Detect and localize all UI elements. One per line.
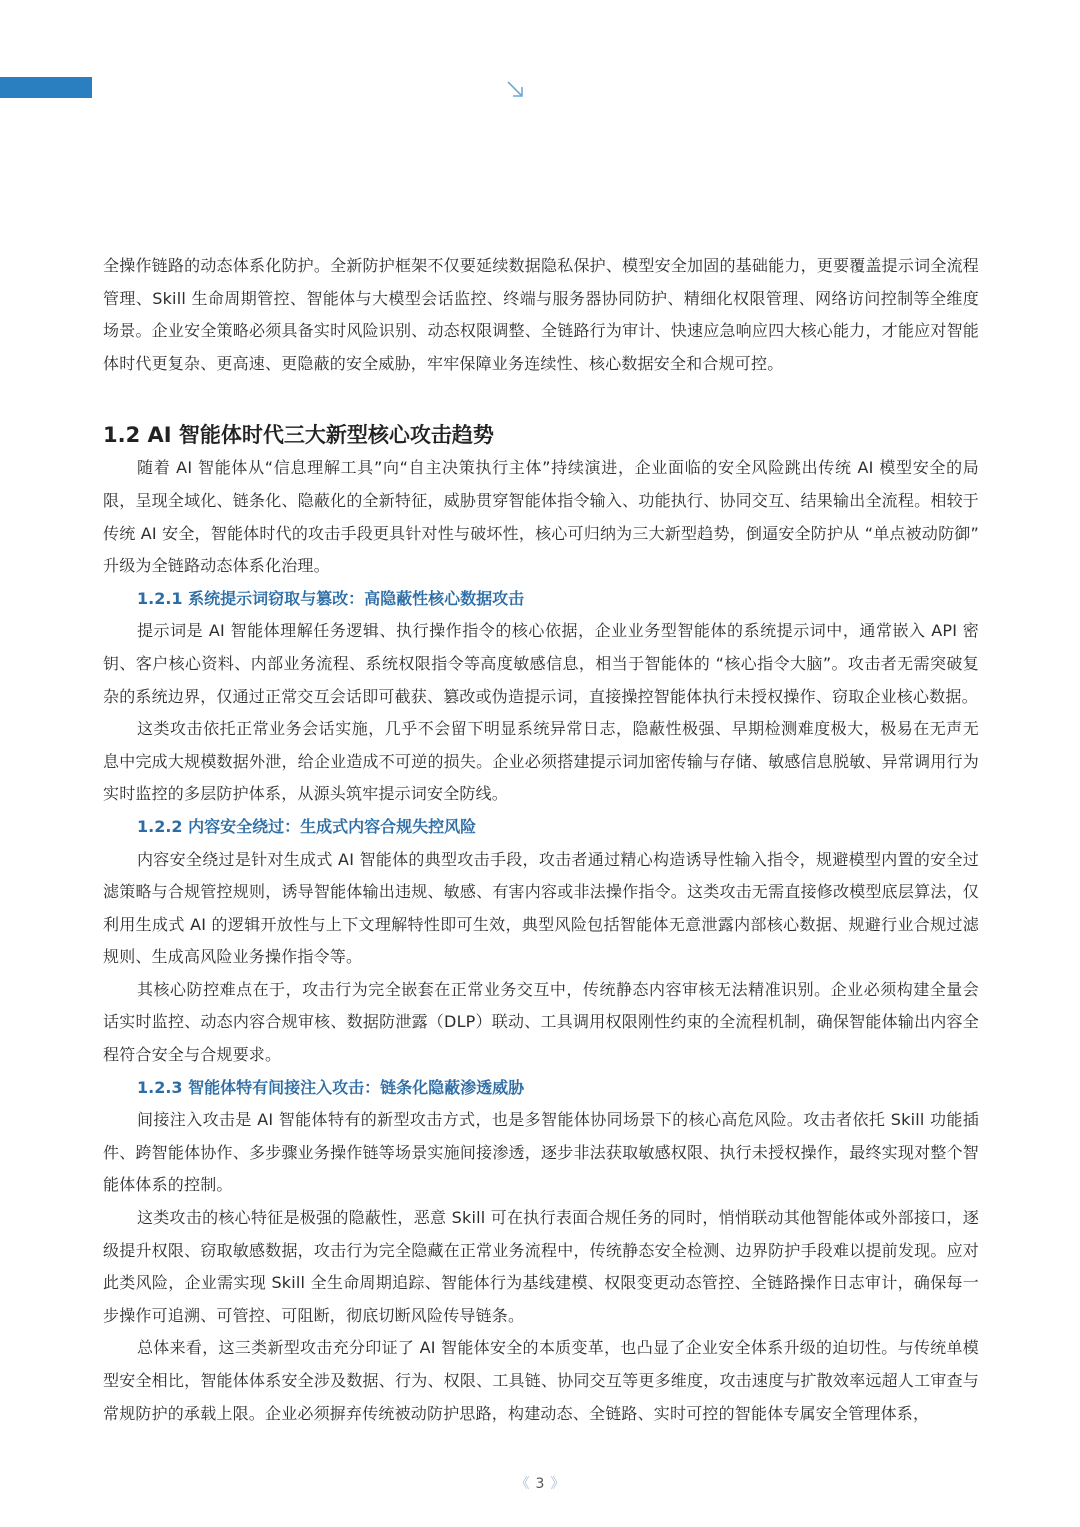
paragraph: 内容安全绕过是针对生成式 AI 智能体的典型攻击手段，攻击者通过精心构造诱导性输入指令，规避模型内置的安全过滤策略与合规管控规则，诱导智能体输出违规、敏感、有害内容或非法操作指令。这类攻击无需直接修改模型底层算法，仅利用生成式 AI 的逻辑开放性与上下文理解特性即可生效，典型风险包括智能体无意泄露内部核心数据、规避行业合规过滤规则、生成高风险业务操作指令等。 xyxy=(103,849,979,967)
intro-paragraph: 全操作链路的动态体系化防护。全新防护框架不仅要延续数据隐私保护、模型安全加固的基础能力，更要覆盖提示词全流程管理、Skill 生命周期管控、智能体与大模型会话监控、终端与服务器协同防护、精细化权限管理、网络访问控制等全维度场景。企业安全策略必须具备实时风险识别、动态权限调整、全链路行为审计、快速应急响应四大核心能力，才能应对智能体时代更复杂、更高速、更隐蔽的安全威胁，牢牢保障业务连续性、核心数据安全和合规可控。 xyxy=(103,256,979,373)
paragraph: 间接注入攻击是 AI 智能体特有的新型攻击方式，也是多智能体协同场景下的核心高危风险。攻击者依托 Skill 功能插件、跨智能体协作、多步骤业务操作链等场景实施间接渗透，逐步非法获取敏感权限、执行未授权操作，最终实现对整个智能体体系的控制。 xyxy=(103,1110,979,1195)
paragraph: 总体来看，这三类新型攻击充分印证了 AI 智能体安全的本质变革，也凸显了企业安全体系升级的迫切性。与传统单模型安全相比，智能体体系安全涉及数据、行为、权限、工具链、协同交互等更多维度，攻击速度与扩散效率远超人工审查与常规防护的承载上限。企业必须摒弃传统被动防护思路，构建动态、全链路、实时可控的智能体专属安全管理体系， xyxy=(103,1338,979,1423)
page-number xyxy=(0,1473,1080,1493)
page-number-value: 3 xyxy=(535,1476,545,1492)
accent-bar xyxy=(0,77,92,98)
page-number-left-bracket: 《 xyxy=(515,1476,530,1492)
page-body xyxy=(103,250,979,1430)
section-title: 1.2 AI 智能体时代三大新型核心攻击趋势 xyxy=(103,423,494,448)
paragraph: 其核心防控难点在于，攻击行为完全嵌套在正常业务交互中，传统静态内容审核无法精准识别。企业必须构建全量会话实时监控、动态内容合规审核、数据防泄露（DLP）联动、工具调用权限刚性约束的全流程机制，确保智能体输出内容全程符合安全与合规要求。 xyxy=(103,979,979,1065)
subsection-title-1-2-1: 1.2.1 系统提示词窃取与篡改：高隐蔽性核心数据攻击 xyxy=(137,588,525,608)
page-number-right-bracket: 》 xyxy=(550,1476,565,1492)
subsection-title-1-2-3: 1.2.3 智能体特有间接注入攻击：链条化隐蔽渗透威胁 xyxy=(137,1077,525,1097)
section-intro-paragraph: 随着 AI 智能体从“信息理解工具”向“自主决策执行主体”持续演进，企业面临的安全风险跳出传统 AI 模型安全的局限，呈现全域化、链条化、隐蔽化的全新特征，威胁贯穿智能体指令输入、功能执行、协同交互、结果输出全流程。相较于传统 AI 安全，智能体时代的攻击手段更具针对性与破坏性，核心可归纳为三大新型趋势，倒逼安全防护从 “单点被动防御” 升级为全链路动态体系化治理。 xyxy=(103,458,979,576)
paragraph: 提示词是 AI 智能体理解任务逻辑、执行操作指令的核心依据，企业业务型智能体的系统提示词中，通常嵌入 API 密钥、客户核心资料、内部业务流程、系统权限指令等高度敏感信息，相当于智能体的 “核心指令大脑”。攻击者无需突破复杂的系统边界，仅通过正常交互会话即可截获、篡改或伪造提示词，直接操控智能体执行未授权操作、窃取企业核心数据。 xyxy=(103,621,979,706)
paragraph: 这类攻击的核心特征是极强的隐蔽性，恶意 Skill 可在执行表面合规任务的同时，悄悄联动其他智能体或外部接口，逐级提升权限、窃取敏感数据，攻击行为完全隐藏在正常业务流程中，传统静态安全检测、边界防护手段难以提前发现。应对此类风险，企业需实现 Skill 全生命周期追踪、智能体行为基线建模、权限变更动态管控、全链路操作日志审计，确保每一步操作可追溯、可管控、可阻断，彻底切断风险传导链条。 xyxy=(103,1208,979,1325)
arrow-down-right-icon xyxy=(505,80,527,100)
subsection-title-1-2-2: 1.2.2 内容安全绕过：生成式内容合规失控风险 xyxy=(137,816,477,836)
paragraph: 这类攻击依托正常业务会话实施，几乎不会留下明显系统异常日志，隐蔽性极强、早期检测难度极大，极易在无声无息中完成大规模数据外泄，给企业造成不可逆的损失。企业必须搭建提示词加密传输与存储、敏感信息脱敏、异常调用行为实时监控的多层防护体系，从源头筑牢提示词安全防线。 xyxy=(103,719,979,804)
